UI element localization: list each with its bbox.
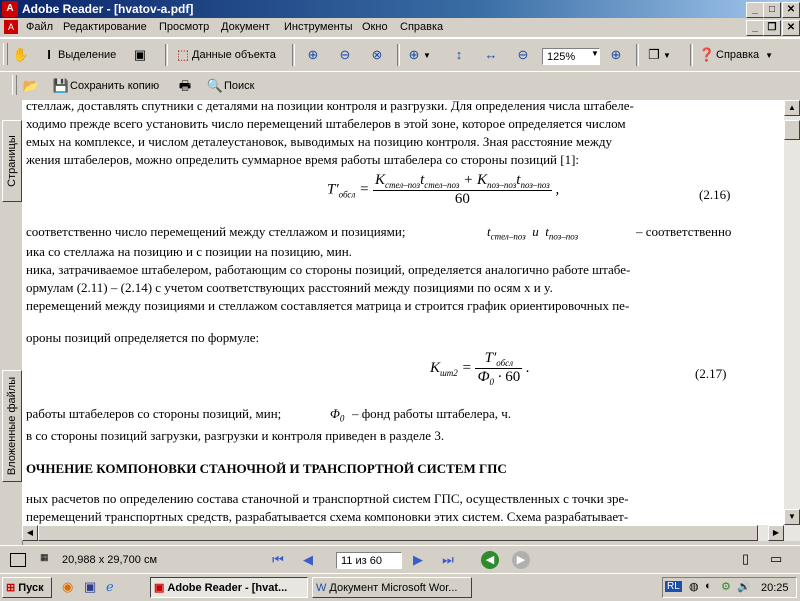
doc-line: перемещений между позициями и стеллажом составляется матрица и строится график ориентировочных пе- [26, 298, 630, 313]
zoom-menu-button[interactable] [405, 43, 431, 67]
doc-line: ных расчетов по определению состава станочной и транспортной систем ГПС, осуществленных с точки зре- [26, 491, 629, 506]
select-tool-label: Выделение [58, 49, 117, 61]
maximize-button[interactable]: □ [763, 2, 781, 18]
open-button[interactable] [22, 74, 40, 98]
close-button[interactable]: ✕ [782, 2, 800, 18]
document-view[interactable] [22, 100, 784, 525]
fit-height-icon: ↕ [455, 47, 463, 62]
firefox-icon[interactable]: ◉ [62, 579, 74, 594]
doc-line: работы штабелеров со стороны позиций, мин; [26, 406, 282, 421]
internet-explorer-icon[interactable]: ℯ [106, 579, 114, 594]
doc-line: ика со стеллажа на позицию и с позиции на позицию, мин. [26, 244, 352, 259]
doc-close-button[interactable]: ✕ [782, 20, 800, 36]
doc-minimize-button[interactable]: _ [746, 20, 764, 36]
toolbar-separator [165, 44, 168, 66]
horizontal-scrollbar[interactable] [22, 525, 800, 541]
doc-line: ороны позиций определяется по формуле: [26, 330, 260, 345]
taskbar-item-word[interactable] [312, 577, 472, 598]
formula-2-17: $K_{шт2}$ = $\frac{T'_{обсл}}{Ф_0 \cdot 60}$ . [430, 350, 530, 387]
navigation-panel [0, 100, 23, 545]
first-page-button[interactable]: ⏮ [272, 552, 284, 567]
menu-document[interactable]: Документ [221, 21, 270, 33]
page-number-field[interactable]: 11 из 60 [336, 552, 402, 569]
menu-help[interactable]: Справка [400, 21, 444, 33]
doc-line: жения штабелеров, можно определить суммарное время работы штабелера со стороны позиций [1]: [26, 152, 580, 167]
object-data-icon: ⬚ [176, 47, 190, 62]
plus-circle-icon: ⊕ [610, 47, 622, 62]
continuous-pages-icon[interactable]: ▭ [770, 551, 783, 566]
formula-2-16: $T'_{обсл}$ = $\frac{K_{стел-поз}t_{стел-поз} + K_{поз-поз}t_{поз-поз}}{60}$ , [327, 172, 560, 207]
tray-icon[interactable]: ◍ [689, 581, 699, 593]
actual-size-button[interactable] [450, 43, 468, 67]
doc-line: в со стороны позиций загрузки, разгрузки и контроля приведен в разделе 3. [26, 428, 445, 443]
speaker-icon[interactable]: 🔊 [737, 581, 751, 593]
toolbar-main [0, 38, 800, 72]
toolbar-grip[interactable] [3, 43, 8, 65]
section-heading: ОЧНЕНИЕ КОМПОНОВКИ СТАНОЧНОЙ И ТРАНСПОРТНОЙ СИСТЕМ ГПС [26, 461, 507, 476]
doc-line: емых на комплексе, и числом деталеустановок, выводимых на позицию контроля. Зная расстояние между [26, 134, 612, 149]
equation-number: (2.16) [699, 187, 731, 202]
windows-logo-icon: ⊞ [6, 582, 16, 594]
dynamic-zoom-button[interactable] [368, 43, 386, 67]
search-button[interactable] [206, 74, 254, 98]
go-forward-button[interactable]: ▶ [512, 551, 530, 569]
scroll-thumb[interactable] [784, 120, 800, 140]
clock[interactable]: 20:25 [761, 582, 789, 594]
doc-line: $\Phi_0$ [330, 406, 345, 424]
doc-line: $t_{стел-поз}$ и $t_{поз-поз}$ [487, 224, 579, 242]
pages-tab[interactable] [2, 120, 22, 202]
camera-icon: ▣ [133, 47, 147, 62]
toolbar-separator [292, 44, 295, 66]
taskbar-item-adobe-reader[interactable] [150, 577, 308, 598]
chevron-down-icon: ▼ [663, 50, 671, 60]
quick-launch-icon[interactable]: ▣ [84, 579, 97, 594]
fit-width-icon: ↔ [484, 47, 498, 62]
taskbar [0, 573, 800, 601]
menu-window[interactable]: Окно [362, 21, 388, 33]
zoom-in-tool-button[interactable] [304, 43, 322, 67]
search-icon: 🔍 [206, 78, 224, 93]
word-icon: W [316, 581, 327, 594]
toolbar-separator [636, 44, 639, 66]
zoom-level-field[interactable]: 125% [542, 48, 600, 65]
doc-line: – соответственно [636, 224, 732, 239]
page-size-icon: ▦ [40, 552, 49, 562]
adobe-reader-icon: A [2, 1, 18, 17]
toolbar-separator [397, 44, 400, 66]
attachments-tab-label: Вложенные файлы [6, 376, 18, 476]
toolbar-grip[interactable] [12, 75, 17, 95]
zoom-in-button[interactable] [607, 43, 625, 67]
status-bar [0, 545, 800, 574]
page-size-label: 20,988 x 29,700 см [62, 554, 158, 566]
doc-line: ника, затрачиваемое штабелером, работающим со стороны позиций, определяется аналогично работе штабе- [26, 262, 631, 277]
last-page-button[interactable]: ⏭ [442, 552, 454, 567]
pages-tab-label: Страницы [6, 135, 18, 187]
save-copy-button[interactable] [52, 74, 159, 98]
document-icon[interactable]: A [4, 20, 18, 34]
zoom-dropdown-icon[interactable]: ▼ [591, 49, 599, 58]
floppy-icon: 💾 [52, 78, 70, 93]
language-indicator[interactable]: RL [667, 581, 680, 592]
next-page-button[interactable]: ▶ [413, 552, 423, 567]
printer-icon: 🖶 [178, 78, 192, 93]
vertical-scrollbar[interactable] [784, 100, 800, 525]
doc-line: соответственно число перемещений между стеллажом и позициями; [26, 224, 406, 239]
help-icon: ❓ [698, 47, 716, 62]
doc-line: стеллаж, доставлять спутники с деталями на позиции контроля и разгрузки. Для определения числа штабеле- [26, 100, 634, 113]
scroll-up-button[interactable]: ▲ [784, 100, 800, 116]
zoom-in-icon: ⊕ [307, 47, 319, 62]
scroll-left-button[interactable]: ◀ [22, 525, 38, 541]
toolbar-separator [690, 44, 693, 66]
panel-toggle-icon[interactable] [10, 553, 26, 567]
doc-restore-button[interactable]: ❐ [763, 20, 781, 36]
menu-view[interactable]: Просмотр [159, 21, 210, 33]
zoom-out-button[interactable] [514, 43, 532, 67]
zoom-out-icon: ⊖ [339, 47, 351, 62]
minus-circle-icon: ⊖ [517, 47, 529, 62]
zoom-icon: ⊕ [408, 47, 420, 62]
single-page-icon[interactable]: ▯ [742, 551, 750, 566]
task-label: Документ Microsoft Wor... [329, 581, 458, 594]
menu-bar [0, 18, 800, 38]
equation-number: (2.17) [695, 366, 727, 381]
select-tool-button[interactable] [40, 43, 116, 67]
chevron-down-icon: ▼ [423, 50, 431, 60]
object-data-label: Данные объекта [192, 49, 276, 61]
folder-open-icon: 📂 [22, 78, 40, 93]
help-button[interactable] [698, 43, 773, 67]
doc-line: ормулам (2.11) – (2.14) с учетом соответствующих расстояний между позициями по осям x и y. [26, 280, 553, 295]
tray-icon[interactable]: ◐ [705, 580, 712, 592]
menu-file[interactable]: Файл [26, 21, 54, 33]
help-label: Справка [716, 49, 760, 61]
minimize-button[interactable]: _ [746, 2, 764, 18]
hand-tool-button[interactable] [12, 43, 30, 67]
rotate-view-button[interactable] [645, 43, 671, 67]
save-copy-label: Сохранить копию [70, 80, 160, 92]
start-label: Пуск [18, 581, 44, 594]
tray-icon[interactable]: ⚙ [721, 581, 731, 593]
adobe-reader-icon: ▣ [154, 582, 165, 594]
doc-line: перемещений транспортных средств, разрабатывается схема компоновки этих систем. Схема разрабатывает- [26, 509, 629, 524]
scroll-h-thumb[interactable] [38, 525, 758, 541]
search-label: Поиск [224, 80, 255, 92]
snapshot-tool-button[interactable] [131, 43, 149, 67]
text-cursor-icon: I [47, 47, 51, 62]
attachments-tab[interactable] [2, 370, 22, 482]
doc-line: ходимо прежде всего установить число перемещений штабелеров в этой зоне, которое определяется числом [26, 116, 626, 131]
menu-edit[interactable]: Редактирование [63, 21, 147, 33]
start-button[interactable] [2, 577, 52, 598]
window-title: Adobe Reader - [hvatov-a.pdf] [22, 2, 194, 16]
object-data-button[interactable] [174, 43, 276, 67]
print-button[interactable] [176, 74, 194, 98]
doc-line: – фонд работы штабелера, ч. [352, 406, 512, 421]
scroll-down-button[interactable]: ▼ [784, 509, 800, 525]
magnifier-icon: ⊗ [371, 47, 383, 62]
hand-icon: ✋ [12, 47, 30, 62]
menu-tools[interactable]: Инструменты [284, 21, 353, 33]
task-label: Adobe Reader - [hvat... [167, 581, 288, 594]
system-tray [662, 577, 797, 598]
fit-width-button[interactable] [482, 43, 500, 67]
pages-icon: ❐ [648, 47, 660, 62]
toolbar-file [0, 71, 800, 101]
scroll-right-button[interactable]: ▶ [768, 525, 784, 541]
title-bar [0, 0, 800, 18]
chevron-down-icon: ▼ [765, 50, 774, 60]
previous-page-button[interactable]: ◀ [303, 552, 313, 567]
go-back-button[interactable]: ◀ [481, 551, 499, 569]
zoom-out-tool-button[interactable] [336, 43, 354, 67]
